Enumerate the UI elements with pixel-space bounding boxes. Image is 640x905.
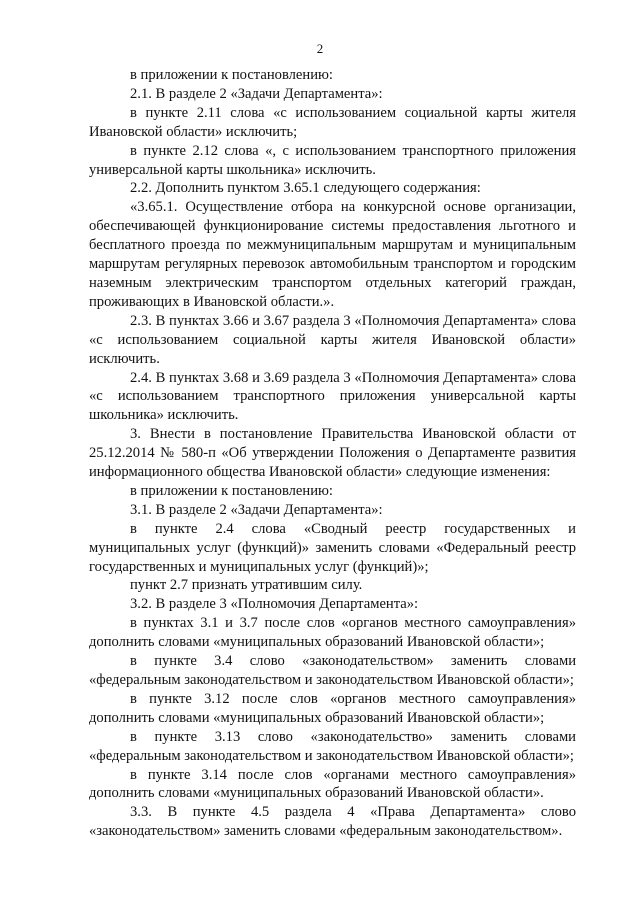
- paragraph: в пункте 3.13 слово «законодательство» заменить словами «федеральным законодательством и законодательством Ивановской области»;: [89, 728, 576, 764]
- page-number: 2: [316, 41, 324, 56]
- paragraph: 2.1. В разделе 2 «Задачи Департамента»:: [130, 85, 383, 102]
- paragraph: 3.2. В разделе 3 «Полномочия Департамента»:: [130, 596, 419, 613]
- paragraph: в пункте 2.12 слова «, с использованием транспортного приложения универсальной карты школьника» исключить.: [89, 142, 576, 178]
- paragraph: в приложении к постановлению:: [130, 482, 333, 499]
- paragraph: 3.1. В разделе 2 «Задачи Департамента»:: [130, 501, 383, 518]
- paragraph: 2.2. Дополнить пунктом 3.65.1 следующего содержания:: [130, 180, 481, 197]
- paragraph: в пункте 2.11 слова «с использованием социальной карты жителя Ивановской области» исключить;: [89, 104, 576, 140]
- paragraph: 3.3. В пункте 4.5 раздела 4 «Права Департамента» слово «законодательством» заменить словами «федеральным законодательством».: [89, 804, 576, 840]
- document-body: [89, 66, 576, 841]
- paragraph: 2.4. В пунктах 3.68 и 3.69 раздела 3 «Полномочия Департамента» слова «с использованием транспортного приложения универсальной карты школьника» исключить.: [89, 369, 576, 424]
- paragraph: в пункте 2.4 слова «Сводный реестр государственных и муниципальных услуг (функций)» заменить словами «Федеральный реестр государственных и муниципальных услуг (функций)»;: [89, 520, 576, 575]
- paragraph: 3. Внести в постановление Правительства Ивановской области от 25.12.2014 № 580-п «Об утверждении Положения о Департаменте развития информационного общества Ивановской области» следующие изменения:: [89, 426, 576, 481]
- paragraph: в пунктах 3.1 и 3.7 после слов «органов местного самоуправления» дополнить словами «муниципальных образований Ивановской области»;: [89, 615, 576, 651]
- paragraph: в пункте 3.4 слово «законодательством» заменить словами «федеральным законодательством и законодательством Ивановской области»;: [89, 653, 576, 688]
- paragraph: 2.3. В пунктах 3.66 и 3.67 раздела 3 «Полномочия Департамента» слова «с использованием социальной карты жителя Ивановской области» исключить.: [89, 312, 576, 367]
- paragraph: пункт 2.7 признать утратившим силу.: [130, 577, 363, 594]
- paragraph: в пункте 3.14 после слов «органами местного самоуправления» дополнить словами «муниципальных образований Ивановской области».: [89, 766, 576, 802]
- paragraph: «3.65.1. Осуществление отбора на конкурсной основе организации, обеспечивающей функционирование системы предоставления льготного и бесплатного проезда по межмуниципальным маршрутам и муниципальным маршрутам регулярных перевозок автомобильным транспортом и городским наземным электрическим транспортом отдельных категорий граждан, проживающих в Ивановской области.».: [89, 199, 576, 310]
- paragraph: в пункте 3.12 после слов «органов местного самоуправления» дополнить словами «муниципальных образований Ивановской области»;: [89, 690, 576, 726]
- paragraph: в приложении к постановлению:: [130, 67, 333, 83]
